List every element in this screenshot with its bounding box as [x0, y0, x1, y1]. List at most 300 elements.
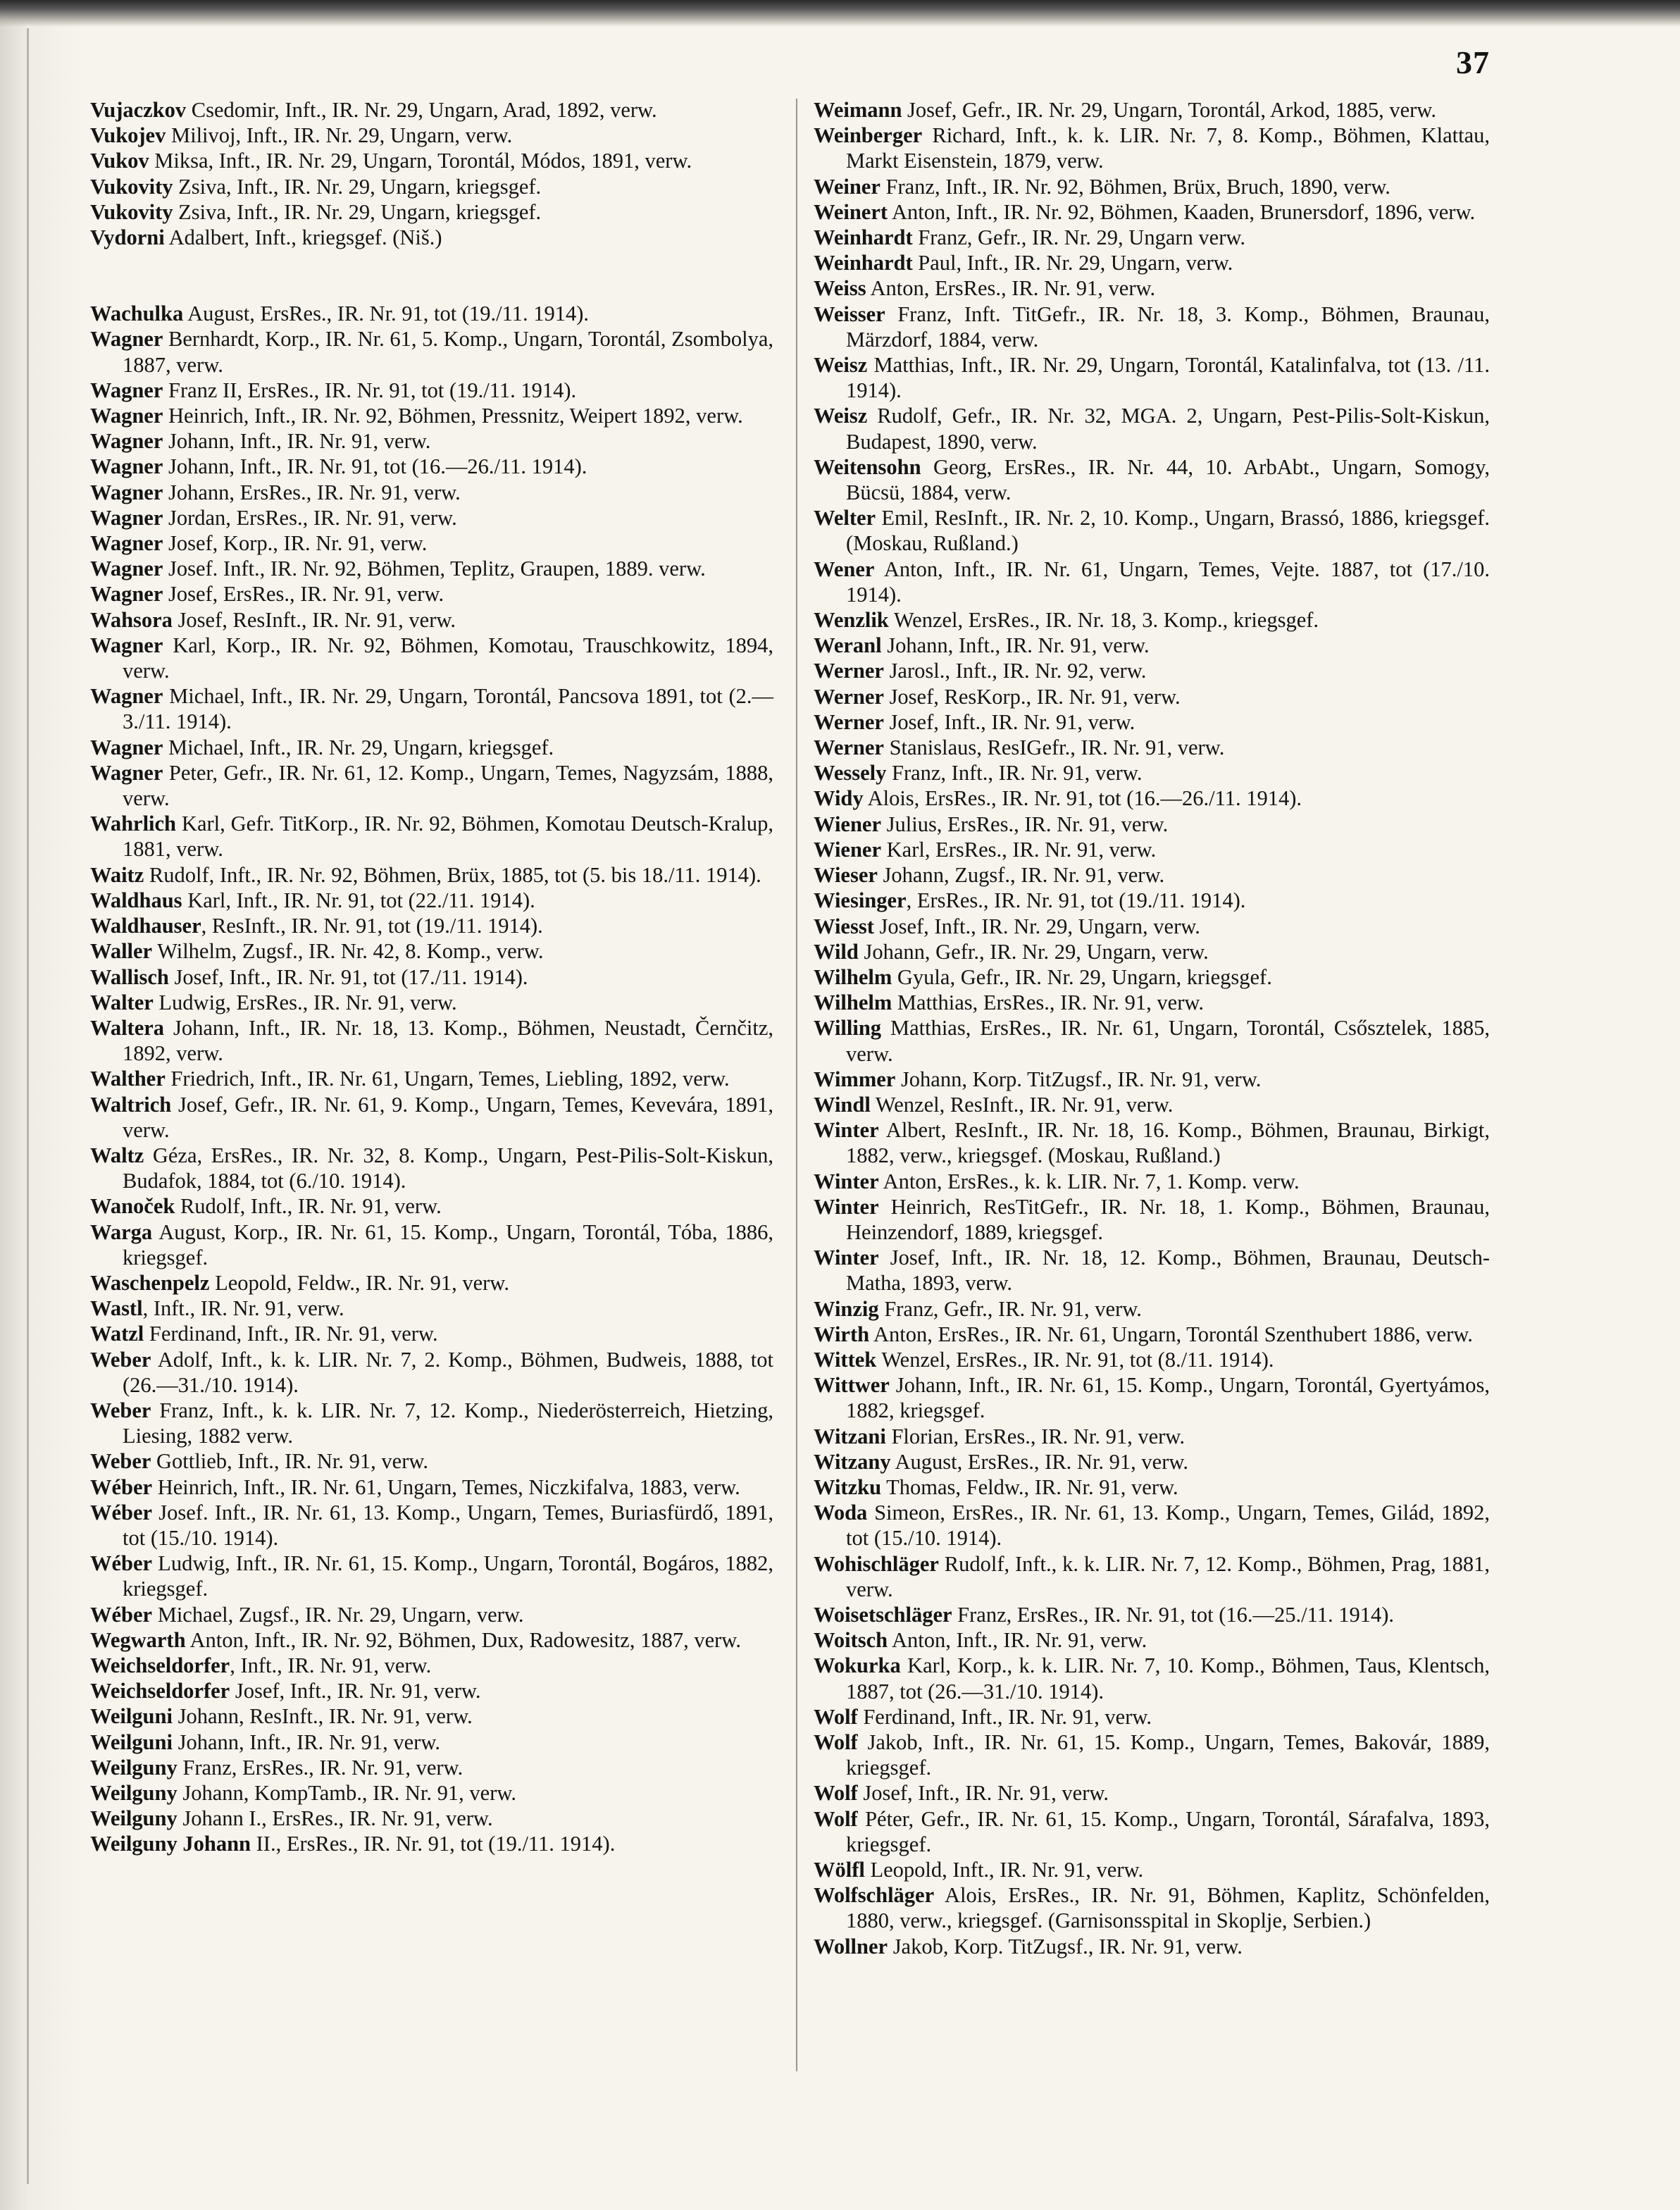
register-entry [90, 1780, 773, 1806]
entry-details: Heinrich, Inft., IR. Nr. 61, Ungarn, Temes, Niczkifalva, 1883, verw. [152, 1475, 740, 1499]
entry-surname: Waller [90, 939, 153, 964]
register-entry [814, 1424, 1490, 1449]
entry-surname: Weinert [814, 199, 888, 224]
entry-details: Josef, Inft., IR. Nr. 91, verw. [857, 1781, 1109, 1806]
entry-surname: Wagner [90, 480, 163, 504]
entry-surname: Walter [90, 990, 154, 1014]
register-entry [814, 1602, 1490, 1627]
entry-surname: Wolf [814, 1704, 858, 1729]
register-entry [814, 939, 1490, 964]
entry-surname: Weranl [814, 633, 882, 658]
register-entry [90, 735, 773, 760]
register-entry [814, 1475, 1490, 1500]
register-entry [814, 990, 1490, 1015]
entry-surname: Vukov [90, 149, 149, 173]
entry-surname: Wéber [90, 1500, 153, 1525]
entry-surname: Weilguny Johann [90, 1832, 251, 1856]
register-entry [90, 97, 773, 123]
entry-details: Josef, Inft., IR. Nr. 91, verw. [230, 1679, 481, 1703]
entry-details: Franz, Inft. TitGefr., IR. Nr. 18, 3. Komp., Böhmen, Braunau, Märzdorf, 1884, verw. [846, 302, 1490, 352]
register-entry [814, 1730, 1490, 1780]
entry-details: Johann, Inft., IR. Nr. 91, verw. [172, 1730, 441, 1754]
register-entry [90, 1678, 773, 1703]
entry-surname: Winter [814, 1246, 879, 1270]
register-entry [814, 123, 1490, 173]
register-entry [90, 1602, 773, 1627]
register-entry [814, 403, 1490, 454]
register-entry [90, 505, 773, 530]
entry-details: Milivoj, Inft., IR. Nr. 29, Ungarn, verw. [166, 123, 513, 148]
register-entry [90, 888, 773, 913]
entry-surname: Watzl [90, 1322, 144, 1346]
entry-details: Gottlieb, Inft., IR. Nr. 91, verw. [151, 1449, 429, 1474]
entry-details: Julius, ErsRes., IR. Nr. 91, verw. [881, 812, 1169, 836]
register-entry [814, 1882, 1490, 1933]
register-entry [90, 1500, 773, 1551]
entry-details: Gyula, Gefr., IR. Nr. 29, Ungarn, kriegsgef. [892, 964, 1272, 989]
register-entry [814, 505, 1490, 556]
entry-surname: Vujaczkov [90, 98, 187, 122]
entry-surname: Wollner [814, 1934, 888, 1958]
register-entry [90, 1627, 773, 1653]
entry-surname: Weilguny [90, 1755, 178, 1780]
register-entry [814, 1857, 1490, 1882]
entry-details: Anton, Inft., IR. Nr. 92, Böhmen, Dux, Radowesitz, 1887, verw. [185, 1627, 741, 1652]
entry-surname: Willing [814, 1016, 882, 1041]
register-entry [90, 913, 773, 938]
entry-details: Wenzel, ErsRes., IR. Nr. 91, tot (8./11. 1914). [876, 1347, 1274, 1372]
register-entry [814, 1500, 1490, 1551]
entry-surname: Wagner [90, 404, 163, 428]
entry-details: Karl, ErsRes., IR. Nr. 91, verw. [881, 837, 1157, 862]
register-entry [90, 760, 773, 811]
entry-surname: Waltera [90, 1015, 165, 1040]
register-entry [90, 1296, 773, 1321]
register-entry [814, 1449, 1490, 1475]
register-entry [814, 1067, 1490, 1092]
entry-surname: Wiener [814, 837, 881, 862]
register-entry [90, 964, 773, 990]
entry-details: , ErsRes., IR. Nr. 91, tot (19./11. 1914). [906, 888, 1246, 913]
entry-surname: Vukojev [90, 123, 166, 148]
register-entry [814, 709, 1490, 735]
entry-details: Franz, ErsRes., IR. Nr. 91, verw. [177, 1755, 463, 1780]
entry-details: Anton, Inft., IR. Nr. 92, Böhmen, Kaaden, Brunersdorf, 1896, verw. [888, 199, 1476, 224]
entry-surname: Warga [90, 1219, 153, 1244]
entry-details: Johann, Inft., IR. Nr. 91, verw. [881, 633, 1150, 658]
entry-details: Richard, Inft., k. k. LIR. Nr. 7, 8. Komp., Böhmen, Klattau, Markt Eisenstein, 1879, verw. [846, 123, 1490, 173]
entry-details: Péter, Gefr., IR. Nr. 61, 15. Komp., Ungarn, Torontál, Sárafalva, 1893, kriegsgef. [846, 1806, 1490, 1856]
register-entry [814, 97, 1490, 123]
register-entry [90, 990, 773, 1015]
entry-details: Johann, Korp. TitZugsf., IR. Nr. 91, verw. [895, 1067, 1262, 1091]
entry-details: Rudolf, Inft., IR. Nr. 91, verw. [175, 1194, 442, 1219]
entry-surname: Weinberger [814, 123, 923, 148]
register-entry [90, 123, 773, 148]
entry-surname: Weinhardt [814, 251, 913, 275]
entry-surname: Waldhaus [90, 888, 182, 912]
entry-surname: Wener [814, 557, 875, 581]
register-entry [814, 684, 1490, 709]
entry-surname: Waitz [90, 862, 144, 887]
entry-surname: Wagner [90, 531, 163, 556]
entry-surname: Wiesinger [814, 888, 907, 913]
register-entry [90, 1806, 773, 1831]
register-entry [90, 1092, 773, 1143]
entry-surname: Wachulka [90, 302, 184, 326]
entry-details: Heinrich, ResTitGefr., IR. Nr. 18, 1. Komp., Böhmen, Braunau, Heinzendorf, 1889, kriegsgef. [846, 1194, 1490, 1244]
entry-details: Franz, Gefr., IR. Nr. 29, Ungarn verw. [912, 225, 1246, 250]
entry-surname: Wittek [814, 1347, 877, 1372]
entry-details: Johann, Inft., IR. Nr. 18, 13. Komp., Böhmen, Neustadt, Černčitz, 1892, verw. [123, 1015, 773, 1066]
register-entry [90, 1475, 773, 1500]
register-entry [814, 862, 1490, 888]
register-entry [90, 1398, 773, 1448]
register-entry [814, 888, 1490, 913]
entry-details: Karl, Korp., k. k. LIR. Nr. 7, 10. Komp., Böhmen, Taus, Klentsch, 1887, tot (26.—31./10. 1914). [846, 1653, 1490, 1703]
scan-left-edge [27, 28, 29, 2184]
entry-surname: Weilguny [90, 1781, 178, 1805]
entry-details: Wilhelm, Zugsf., IR. Nr. 42, 8. Komp., verw. [152, 939, 544, 964]
entry-details: Zsiva, Inft., IR. Nr. 29, Ungarn, kriegsgef. [173, 174, 542, 199]
entry-details: Franz, Inft., k. k. LIR. Nr. 7, 12. Komp., Niederösterreich, Hietzing, Liesing, 1882 verw. [123, 1398, 773, 1448]
entry-surname: Wolfschläger [814, 1883, 935, 1908]
entry-surname: Woisetschläger [814, 1602, 952, 1627]
entry-details: Johann I., ErsRes., IR. Nr. 91, verw. [177, 1806, 493, 1831]
entry-details: Jordan, ErsRes., IR. Nr. 91, verw. [163, 505, 457, 530]
entry-surname: Weisz [814, 404, 868, 428]
entry-details: Josef. Inft., IR. Nr. 61, 13. Komp., Ungarn, Temes, Buriasfürdő, 1891, tot (15./10. 1914). [123, 1500, 773, 1550]
entry-details: Leopold, Inft., IR. Nr. 91, verw. [864, 1858, 1144, 1882]
entry-surname: Wéber [90, 1602, 153, 1627]
entry-surname: Wagner [90, 327, 163, 352]
entry-surname: Wirth [814, 1322, 870, 1346]
entry-surname: Wenzlik [814, 608, 889, 633]
register-entry [90, 607, 773, 633]
entry-details: Heinrich, Inft., IR. Nr. 92, Böhmen, Pressnitz, Weipert 1892, verw. [163, 404, 743, 428]
entry-surname: Weber [90, 1449, 151, 1474]
register-entry [90, 1219, 773, 1270]
entry-surname: Weber [90, 1398, 151, 1422]
entry-surname: Wagner [90, 735, 163, 759]
entry-details: Matthias, ErsRes., IR. Nr. 61, Ungarn, Torontál, Csősztelek, 1885, verw. [846, 1016, 1490, 1066]
entry-details: Josef, Korp., IR. Nr. 91, verw. [163, 531, 428, 556]
entry-surname: Vydorni [90, 225, 165, 250]
entry-details: Wenzel, ErsRes., IR. Nr. 18, 3. Komp., kriegsgef. [888, 608, 1319, 633]
register-entry [90, 581, 773, 607]
entry-details: Franz II, ErsRes., IR. Nr. 91, tot (19./11. 1914). [163, 378, 577, 402]
entry-details: Josef. Inft., IR. Nr. 92, Böhmen, Teplitz, Graupen, 1889. verw. [163, 557, 706, 581]
entry-surname: Windl [814, 1092, 871, 1117]
entry-details: Leopold, Feldw., IR. Nr. 91, verw. [209, 1270, 509, 1295]
entry-details: Johann, ErsRes., IR. Nr. 91, verw. [163, 480, 461, 504]
entry-details: Peter, Gefr., IR. Nr. 61, 12. Komp., Ungarn, Temes, Nagyzsám, 1888, verw. [123, 760, 773, 811]
entry-details: Matthias, ErsRes., IR. Nr. 91, verw. [892, 991, 1205, 1015]
entry-surname: Weiss [814, 276, 866, 301]
entry-details: Johann, Inft., IR. Nr. 91, verw. [163, 429, 431, 454]
entry-surname: Wastl [90, 1296, 143, 1321]
entry-surname: Witzani [814, 1424, 886, 1448]
register-entry [90, 403, 773, 428]
entry-surname: Weitensohn [814, 454, 921, 479]
entry-details: Franz, ErsRes., IR. Nr. 91, tot (16.—25./11. 1914). [952, 1602, 1394, 1627]
entry-surname: Wittwer [814, 1373, 890, 1398]
entry-surname: Wiesst [814, 914, 874, 938]
entry-details: Stanislaus, ResIGefr., IR. Nr. 91, verw. [883, 735, 1225, 760]
entry-details: Johann, ResInft., IR. Nr. 91, verw. [172, 1704, 473, 1729]
entry-details: Josef, ResInft., IR. Nr. 91, verw. [172, 607, 456, 632]
left-column [90, 97, 773, 1857]
entry-surname: Wéber [90, 1475, 153, 1499]
register-entry [814, 914, 1490, 939]
register-entry [90, 1653, 773, 1678]
register-entry [814, 302, 1490, 352]
register-entry [814, 633, 1490, 658]
register-entry [814, 1551, 1490, 1602]
entry-surname: Vukovity [90, 174, 173, 199]
register-entry [814, 1934, 1490, 1959]
entry-surname: Wahsora [90, 607, 173, 632]
entry-details: Ludwig, Inft., IR. Nr. 61, 15. Komp., Ungarn, Torontál, Bogáros, 1882, kriegsgef. [123, 1551, 773, 1601]
entry-details: Paul, Inft., IR. Nr. 29, Ungarn, verw. [912, 251, 1233, 275]
entry-surname: Vukovity [90, 199, 173, 224]
entry-surname: Werner [814, 709, 884, 734]
register-entry [90, 1347, 773, 1398]
register-entry [90, 556, 773, 581]
entry-details: Rudolf, Gefr., IR. Nr. 32, MGA. 2, Ungarn, Pest-Pilis-Solt-Kiskun, Budapest, 1890, verw. [846, 404, 1490, 454]
entry-surname: Weilguni [90, 1730, 173, 1754]
entry-details: Zsiva, Inft., IR. Nr. 29, Ungarn, kriegsgef. [173, 199, 542, 224]
entry-details: Franz, Inft., IR. Nr. 91, verw. [886, 761, 1143, 786]
entry-surname: Weichseldorfer [90, 1653, 230, 1677]
entry-details: Florian, ErsRes., IR. Nr. 91, verw. [885, 1424, 1185, 1448]
entry-details: Josef, Inft., IR. Nr. 91, verw. [883, 709, 1135, 734]
entry-surname: Weiner [814, 174, 881, 199]
entry-details: Miksa, Inft., IR. Nr. 29, Ungarn, Torontál, Módos, 1891, verw. [149, 149, 692, 173]
entry-details: Anton, Inft., IR. Nr. 61, Ungarn, Temes, Vejte. 1887, tot (17./10. 1914). [846, 557, 1490, 607]
register-entry [90, 683, 773, 734]
register-entry [814, 786, 1490, 811]
entry-details: Johann, Zugsf., IR. Nr. 91, verw. [877, 863, 1165, 888]
entry-surname: Weisz [814, 353, 868, 378]
entry-details: Anton, Inft., IR. Nr. 91, verw. [888, 1628, 1147, 1653]
entry-surname: Wagner [90, 582, 163, 607]
register-entry [90, 811, 773, 862]
entry-surname: Wagner [90, 633, 163, 657]
entry-details: Josef, Gefr., IR. Nr. 61, 9. Komp., Ungarn, Temes, Kevevára, 1891, verw. [123, 1092, 773, 1142]
register-entry [90, 454, 773, 479]
entry-details: Friedrich, Inft., IR. Nr. 61, Ungarn, Temes, Liebling, 1892, verw. [165, 1067, 730, 1091]
scan-top-edge [0, 0, 1680, 27]
entry-details: Josef, Gefr., IR. Nr. 29, Ungarn, Torontál, Arkod, 1885, verw. [902, 98, 1436, 122]
entry-details: August, ErsRes., IR. Nr. 91, tot (19./11. 1914). [183, 302, 590, 326]
column-divider [796, 99, 797, 2071]
register-entry [90, 633, 773, 683]
entry-surname: Walther [90, 1067, 166, 1091]
entry-surname: Waschenpelz [90, 1270, 210, 1295]
register-entry [90, 1551, 773, 1601]
entry-details: , Inft., IR. Nr. 91, verw. [142, 1296, 344, 1321]
entry-surname: Witzku [814, 1475, 882, 1499]
entry-details: Rudolf, Inft., k. k. LIR. Nr. 7, 12. Komp., Böhmen, Prag, 1881, verw. [846, 1551, 1490, 1601]
entry-surname: Waldhauser [90, 914, 201, 938]
entry-surname: Wanoček [90, 1194, 175, 1219]
entry-surname: Wilhelm [814, 964, 892, 989]
register-entry [814, 225, 1490, 250]
register-entry [814, 658, 1490, 683]
register-entry [814, 454, 1490, 505]
entry-details: Michael, Inft., IR. Nr. 29, Ungarn, Torontál, Pancsova 1891, tot (2.—3./11. 1914). [123, 684, 773, 734]
entry-details: Johann, Gefr., IR. Nr. 29, Ungarn, verw. [858, 939, 1209, 964]
entry-surname: Widy [814, 786, 864, 811]
entry-surname: Wohischläger [814, 1551, 939, 1576]
section-gap [90, 250, 773, 301]
register-entry [90, 1143, 773, 1193]
register-entry [90, 225, 773, 250]
entry-details: Johann, Inft., IR. Nr. 61, 15. Komp., Ungarn, Torontál, Gyertyámos, 1882, kriegsgef. [846, 1373, 1490, 1423]
register-entry [814, 760, 1490, 786]
register-entry [90, 1755, 773, 1780]
register-entry [814, 735, 1490, 760]
register-entry [814, 1704, 1490, 1730]
entry-details: August, Korp., IR. Nr. 61, 15. Komp., Ungarn, Torontál, Tóba, 1886, kriegsgef. [123, 1219, 773, 1269]
register-entry [814, 1194, 1490, 1245]
register-entry [814, 352, 1490, 403]
entry-details: Adalbert, Inft., kriegsgef. (Niš.) [164, 225, 442, 250]
entry-details: Josef, Inft., IR. Nr. 29, Ungarn, verw. [873, 914, 1200, 938]
entry-details: Ferdinand, Inft., IR. Nr. 91, verw. [144, 1322, 438, 1346]
entry-details: Rudolf, Inft., IR. Nr. 92, Böhmen, Brüx, 1885, tot (5. bis 18./11. 1914). [144, 862, 761, 887]
entry-details: Anton, ErsRes., k. k. LIR. Nr. 7, 1. Komp. verw. [878, 1169, 1300, 1193]
register-entry [814, 1322, 1490, 1347]
entry-surname: Winter [814, 1118, 879, 1143]
entry-details: Wenzel, ResInft., IR. Nr. 91, verw. [870, 1092, 1174, 1117]
entry-details: Matthias, Inft., IR. Nr. 29, Ungarn, Torontál, Katalinfalva, tot (13. /11. 1914). [846, 353, 1490, 403]
register-entry [90, 428, 773, 454]
register-entry [90, 1703, 773, 1729]
entry-details: Josef, Inft., IR. Nr. 91, tot (17./11. 1914). [168, 964, 528, 989]
entry-details: Karl, Gefr. TitKorp., IR. Nr. 92, Böhmen, Komotau Deutsch-Kralup, 1881, verw. [123, 812, 773, 862]
entry-surname: Wimmer [814, 1067, 896, 1091]
entry-surname: Wegwarth [90, 1627, 186, 1652]
entry-details: Karl, Korp., IR. Nr. 92, Böhmen, Komotau, Trauschkowitz, 1894, verw. [123, 633, 773, 683]
entry-surname: Werner [814, 735, 884, 760]
register-entry [90, 378, 773, 403]
right-column [814, 97, 1490, 1959]
entry-details: Jakob, Korp. TitZugsf., IR. Nr. 91, verw. [888, 1934, 1243, 1958]
entry-details: Anton, ErsRes., IR. Nr. 61, Ungarn, Torontál Szenthubert 1886, verw. [869, 1322, 1473, 1346]
entry-details: Ludwig, ErsRes., IR. Nr. 91, verw. [153, 990, 457, 1014]
register-entry [90, 938, 773, 964]
entry-details: Josef, ErsRes., IR. Nr. 91, verw. [163, 582, 444, 607]
entry-surname: Weber [90, 1347, 151, 1372]
register-entry [814, 1245, 1490, 1296]
page-number: 37 [1456, 44, 1490, 80]
register-entry [90, 326, 773, 377]
entry-surname: Wolf [814, 1806, 858, 1831]
entry-surname: Weisser [814, 302, 885, 326]
entry-details: II., ErsRes., IR. Nr. 91, tot (19./11. 1914). [251, 1832, 616, 1856]
register-entry [814, 1015, 1490, 1066]
entry-details: Georg, ErsRes., IR. Nr. 44, 10. ArbAbt., Ungarn, Somogy, Bücsü, 1884, verw. [846, 454, 1490, 505]
register-entry [90, 174, 773, 199]
entry-details: Jakob, Inft., IR. Nr. 61, 15. Komp., Ungarn, Temes, Bakovár, 1889, kriegsgef. [846, 1730, 1490, 1780]
register-entry [814, 199, 1490, 225]
register-entry [90, 1730, 773, 1755]
entry-surname: Wagner [90, 760, 163, 785]
register-entry [814, 837, 1490, 862]
register-entry [814, 250, 1490, 275]
register-entry [90, 1321, 773, 1346]
register-entry [814, 275, 1490, 301]
register-entry [90, 1066, 773, 1091]
register-entry [814, 812, 1490, 837]
entry-surname: Werner [814, 659, 884, 683]
register-entry [814, 1806, 1490, 1857]
entry-surname: Witzany [814, 1449, 891, 1474]
entry-surname: Wagner [90, 505, 163, 530]
entry-details: Jarosl., Inft., IR. Nr. 92, verw. [883, 659, 1147, 683]
register-entry [90, 480, 773, 505]
entry-details: Thomas, Feldw., IR. Nr. 91, verw. [881, 1475, 1178, 1499]
register-entry [90, 1015, 773, 1066]
entry-details: Franz, Gefr., IR. Nr. 91, verw. [878, 1296, 1142, 1321]
register-entry [814, 1117, 1490, 1168]
entry-surname: Winzig [814, 1296, 879, 1321]
entry-details: August, ErsRes., IR. Nr. 91, verw. [890, 1449, 1189, 1474]
entry-surname: Wagner [90, 557, 163, 581]
entry-surname: Winter [814, 1194, 879, 1219]
entry-surname: Weinhardt [814, 225, 913, 250]
register-entry [814, 1780, 1490, 1806]
entry-surname: Wolf [814, 1730, 858, 1754]
register-entry [90, 862, 773, 888]
entry-details: Géza, ErsRes., IR. Nr. 32, 8. Komp., Ungarn, Pest-Pilis-Solt-Kiskun, Budafok, 1884, tot (6./10. 1914). [123, 1143, 773, 1193]
entry-details: Adolf, Inft., k. k. LIR. Nr. 7, 2. Komp., Böhmen, Budweis, 1888, tot (26.—31./10. 1914). [123, 1347, 773, 1397]
entry-surname: Weilguny [90, 1806, 178, 1831]
register-entry [814, 1627, 1490, 1653]
register-entry [90, 1448, 773, 1474]
entry-surname: Wagner [90, 429, 163, 454]
entry-surname: Waltz [90, 1143, 144, 1167]
entry-details: Csedomir, Inft., IR. Nr. 29, Ungarn, Arad, 1892, verw. [186, 98, 657, 122]
entry-details: Michael, Inft., IR. Nr. 29, Ungarn, kriegsgef. [163, 735, 554, 759]
entry-surname: Winter [814, 1169, 879, 1193]
entry-details: Johann, Inft., IR. Nr. 91, tot (16.—26./11. 1914). [163, 454, 587, 479]
entry-details: Josef, Inft., IR. Nr. 18, 12. Komp., Böhmen, Braunau, Deutsch-Matha, 1893, verw. [846, 1246, 1490, 1296]
entry-surname: Wagner [90, 684, 163, 709]
register-entry [814, 607, 1490, 633]
entry-details: Simeon, ErsRes., IR. Nr. 61, 13. Komp., Ungarn, Temes, Gilád, 1892, tot (15./10. 1914). [846, 1501, 1490, 1551]
register-entry [90, 530, 773, 556]
entry-details: Emil, ResInft., IR. Nr. 2, 10. Komp., Ungarn, Brassó, 1886, kriegsgef. (Moskau, Rußland.) [846, 506, 1490, 556]
entry-details: Alois, ErsRes., IR. Nr. 91, tot (16.—26./11. 1914). [863, 786, 1302, 811]
register-entry [90, 1831, 773, 1856]
entry-surname: Wahrlich [90, 812, 177, 836]
entry-details: Anton, ErsRes., IR. Nr. 91, verw. [866, 276, 1156, 301]
register-entry [814, 557, 1490, 607]
entry-details: Ferdinand, Inft., IR. Nr. 91, verw. [857, 1704, 1152, 1729]
entry-details: Michael, Zugsf., IR. Nr. 29, Ungarn, verw. [152, 1602, 524, 1627]
entry-details: Josef, ResKorp., IR. Nr. 91, verw. [883, 684, 1181, 709]
register-entry [814, 174, 1490, 199]
entry-surname: Wieser [814, 863, 878, 888]
entry-surname: Waltrich [90, 1092, 172, 1117]
entry-details: Albert, ResInft., IR. Nr. 18, 16. Komp., Böhmen, Braunau, Birkigt, 1882, verw., kriegsgef. (Moskau, Rußland.) [846, 1118, 1490, 1168]
entry-surname: Wiener [814, 812, 881, 836]
entry-details: Bernhardt, Korp., IR. Nr. 61, 5. Komp., Ungarn, Torontál, Zsombolya, 1887, verw. [123, 327, 773, 377]
register-entry [814, 1296, 1490, 1322]
